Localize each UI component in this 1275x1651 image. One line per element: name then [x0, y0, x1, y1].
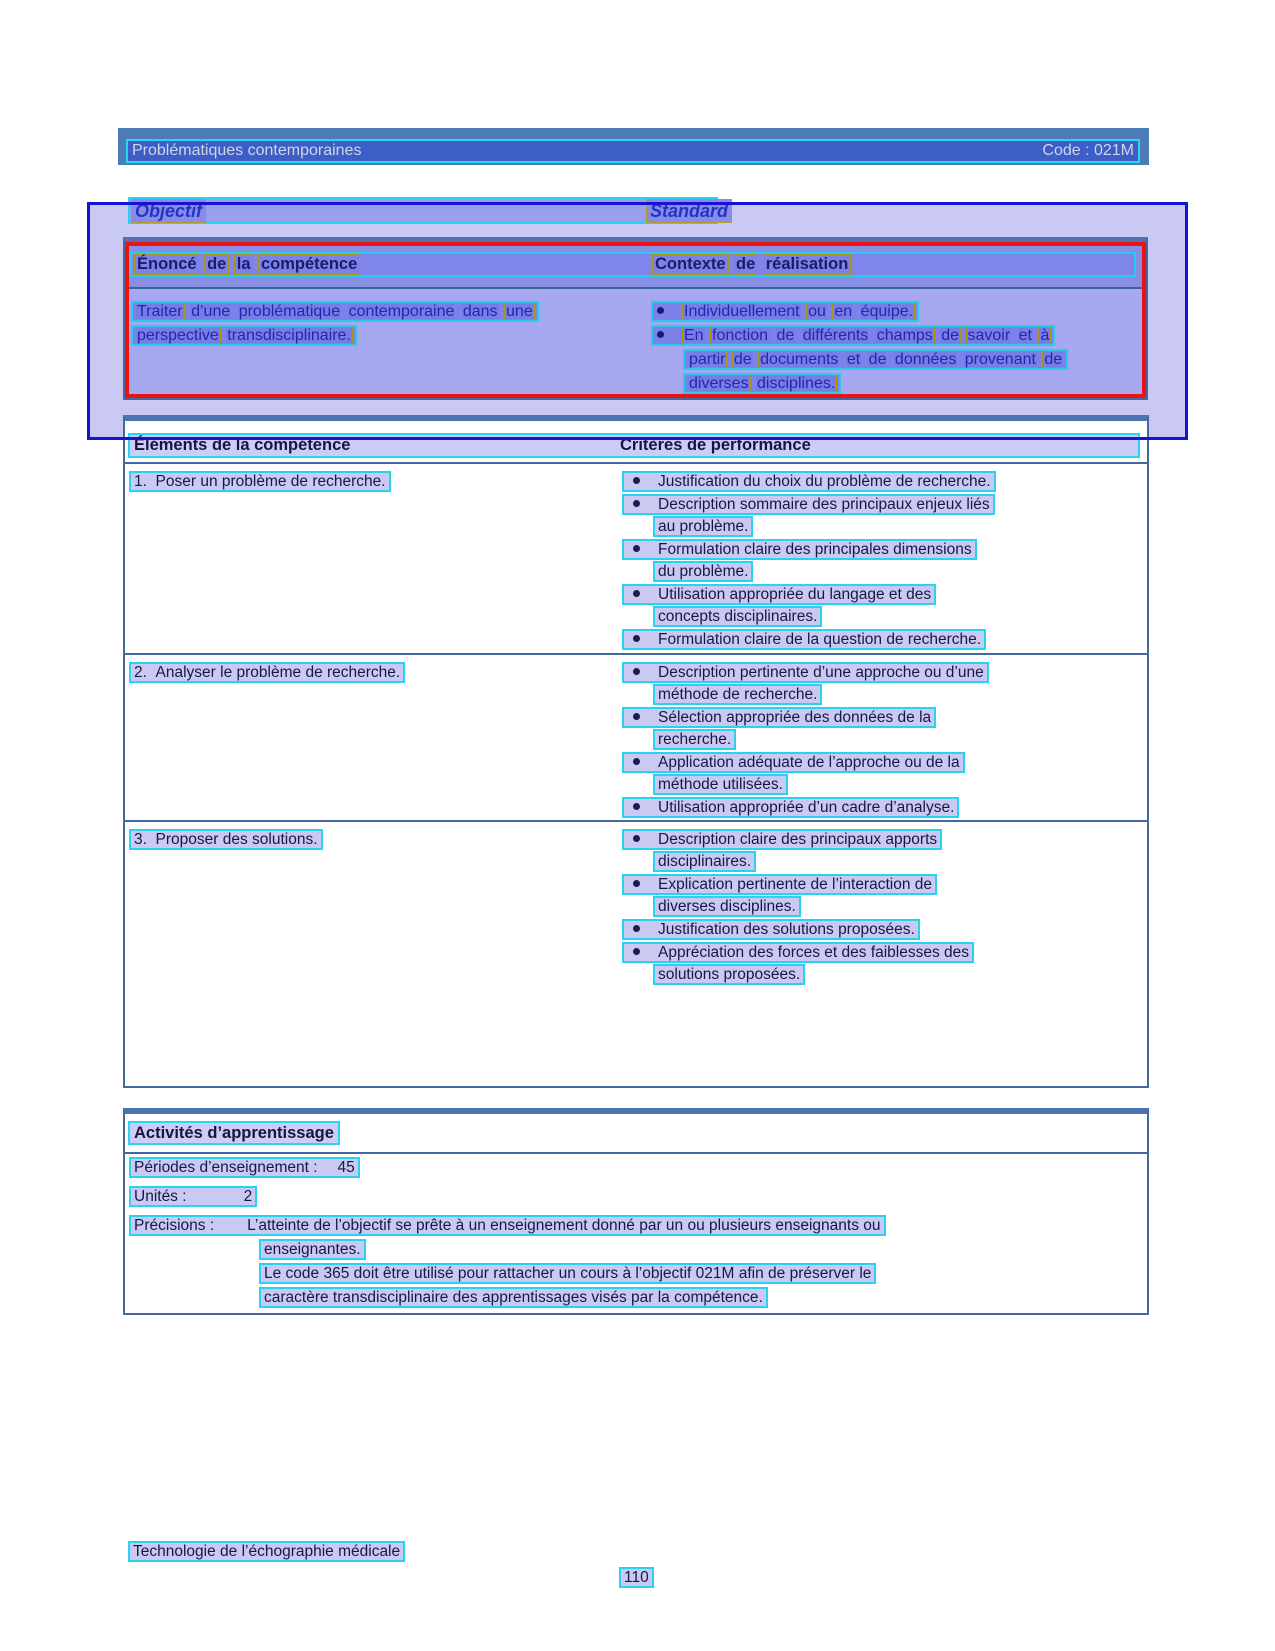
bullet-icon [633, 925, 640, 932]
standard-heading: Standard [646, 199, 732, 223]
bullet-icon [633, 835, 640, 842]
text-line-highlight: solutions proposées. [653, 964, 805, 985]
criteria-bullet-group [622, 797, 1137, 818]
criteria-line [622, 797, 1137, 818]
word-highlight: de [1044, 351, 1063, 368]
bullet-icon [633, 880, 640, 887]
title-bar-highlight [126, 139, 1140, 163]
criteria-line [653, 516, 1137, 537]
text-line-highlight: Justification des solutions proposées. [622, 919, 920, 940]
table-row [125, 464, 1147, 655]
title-bar [118, 128, 1149, 165]
element-label-wrap [129, 471, 391, 492]
word-highlight: différents [802, 327, 869, 344]
criteria-line [653, 561, 1137, 582]
criteria-line [622, 874, 1137, 895]
text-line-highlight [259, 1287, 768, 1308]
activity-label: Précisions : [134, 1217, 215, 1234]
word-highlight: données [894, 351, 957, 368]
text-line-highlight: du problème. [653, 561, 753, 582]
activity-row [129, 1157, 1143, 1178]
word-highlight: contemporaine [348, 303, 455, 320]
elements-criteria-table [123, 415, 1149, 1088]
statement-line [131, 301, 617, 322]
activities-header-row [125, 1114, 1147, 1154]
context-bullet-line [651, 301, 1140, 322]
word-highlight: diverses [689, 375, 749, 392]
activity-row [129, 1215, 1143, 1236]
criteria-line [653, 606, 1137, 627]
header-word-highlight: Contexte [652, 254, 729, 275]
activity-text: enseignantes. [264, 1241, 361, 1258]
table2-header-elements: Éléments de la compétence [134, 436, 351, 454]
criteria-bullet-group [622, 919, 1137, 940]
criteria-line [622, 584, 1137, 605]
text-line-highlight: Sélection appropriée des données de la [622, 707, 936, 728]
header-word-highlight: compétence [258, 254, 360, 275]
text-line-highlight: Utilisation appropriée d’un cadre d’analyse. [622, 797, 959, 818]
bullet-icon [633, 758, 640, 765]
word-highlight: perspective [137, 327, 219, 344]
activity-row [129, 1186, 1143, 1207]
word-highlight: équipe. [860, 303, 914, 320]
table1-header-highlight [130, 252, 1136, 277]
word-highlight: à [1040, 327, 1050, 344]
criteria-bullet-group [622, 539, 1137, 582]
text-line-highlight: Description sommaire des principaux enjeux liés [622, 494, 995, 515]
table1-header-contexte [652, 254, 851, 275]
text-line-highlight [651, 325, 1055, 346]
text-line-highlight [129, 1157, 360, 1178]
criteria-line [622, 662, 1137, 683]
criteria-bullet-group [622, 494, 1137, 537]
element-label: 2. Analyser le problème de recherche. [129, 662, 405, 683]
text-line-highlight: Description pertinente d’une approche ou d’une [622, 662, 989, 683]
word-highlight: provenant [964, 351, 1036, 368]
text-line-highlight [129, 1186, 257, 1207]
text-line-highlight: Application adéquate de l’approche ou de la [622, 752, 965, 773]
bullet-icon [633, 590, 640, 597]
criteria-line [622, 629, 1137, 650]
criteria-line [622, 539, 1137, 560]
context-bullet-line [683, 373, 1140, 394]
table2-header-highlight [128, 433, 1140, 458]
element-label-wrap [129, 829, 323, 850]
activity-text: caractère transdisciplinaire des apprentissages visés par la compétence. [264, 1289, 763, 1306]
word-highlight: Traiter [137, 303, 183, 320]
text-line-highlight: disciplinaires. [653, 851, 756, 872]
criteria-line [653, 851, 1137, 872]
word-highlight: champs [876, 327, 933, 344]
bullet-icon [633, 635, 640, 642]
header-word-highlight: de [204, 254, 229, 275]
table1-body [129, 289, 1142, 394]
element-label: 3. Proposer des solutions. [129, 829, 323, 850]
criteria-column [622, 662, 1137, 820]
text-line-highlight [683, 373, 841, 394]
header-word-highlight: réalisation [763, 254, 852, 275]
word-highlight: en [834, 303, 853, 320]
text-line-highlight: Appréciation des forces et des faiblesses des [622, 942, 974, 963]
activity-value: L’atteinte de l’objectif se prête à un enseignement donné par un ou plusieurs enseignants ou [247, 1217, 881, 1234]
footer-program-name-wrap [128, 1541, 405, 1562]
table-row [125, 655, 1147, 822]
bullet-icon [633, 668, 640, 675]
bullet-icon [657, 331, 664, 338]
text-line-highlight: diverses disciplines. [653, 896, 801, 917]
text-line-highlight: méthode utilisées. [653, 774, 788, 795]
criteria-bullet-group [622, 829, 1137, 872]
word-highlight: d’une [191, 303, 231, 320]
criteria-bullet-group [622, 874, 1137, 917]
criteria-line [622, 707, 1137, 728]
word-highlight: fonction [712, 327, 769, 344]
criteria-column [622, 829, 1137, 987]
competency-statement-column [131, 301, 617, 349]
criteria-bullet-group [622, 662, 1137, 705]
bullet-icon [633, 500, 640, 507]
activity-row [259, 1287, 1143, 1308]
bullet-icon [633, 948, 640, 955]
criteria-bullet-group [622, 942, 1137, 985]
bullet-icon [633, 803, 640, 810]
activities-body [129, 1157, 1143, 1311]
word-highlight: de [776, 327, 795, 344]
activities-header-highlight: Activités d’apprentissage [128, 1121, 340, 1145]
word-highlight: de [733, 351, 752, 368]
word-highlight: et [1018, 327, 1032, 344]
text-line-highlight [259, 1239, 366, 1260]
table-row [125, 822, 1147, 1083]
criteria-line [653, 896, 1137, 917]
table1-header-row [129, 246, 1142, 289]
footer-page-number-wrap [619, 1567, 654, 1588]
criteria-line [622, 494, 1137, 515]
criteria-line [653, 774, 1137, 795]
table2-header-row [125, 421, 1147, 464]
text-line-highlight: au problème. [653, 516, 753, 537]
word-highlight: et [846, 351, 861, 368]
criteria-column [622, 471, 1137, 652]
text-line-highlight: Explication pertinente de l’interaction de [622, 874, 937, 895]
criteria-line [653, 684, 1137, 705]
word-highlight: de [941, 327, 960, 344]
course-code: Code : 021M [1042, 142, 1134, 159]
activity-text: Le code 365 doit être utilisé pour rattacher un cours à l’objectif 021M afin de préserver le [264, 1265, 872, 1282]
criteria-line [622, 752, 1137, 773]
activity-value: 45 [337, 1159, 355, 1176]
word-highlight: dans [462, 303, 498, 320]
criteria-line [622, 471, 1137, 492]
header-word-highlight: de [733, 254, 758, 275]
text-line-highlight: Utilisation appropriée du langage et des [622, 584, 936, 605]
activity-row [259, 1263, 1143, 1284]
criteria-bullet-group [622, 707, 1137, 750]
course-title: Problématiques contemporaines [132, 142, 362, 159]
criteria-line [653, 729, 1137, 750]
criteria-line [622, 919, 1137, 940]
criteria-bullet-group [622, 471, 1137, 492]
red-annotation-border [125, 242, 1146, 398]
learning-activities-table [123, 1108, 1149, 1315]
word-highlight: En [684, 327, 704, 344]
word-highlight: partir [689, 351, 726, 368]
criteria-line [622, 829, 1137, 850]
text-line-highlight: méthode de recherche. [653, 684, 822, 705]
word-highlight: Individuellement [684, 303, 800, 320]
element-label: 1. Poser un problème de recherche. [129, 471, 391, 492]
text-line-highlight [129, 1215, 886, 1236]
criteria-bullet-group [622, 629, 1137, 650]
element-label-wrap [129, 662, 405, 683]
word-highlight: de [868, 351, 887, 368]
word-highlight: une [506, 303, 533, 320]
header-word-highlight: Énoncé [134, 254, 200, 275]
bullet-icon [633, 477, 640, 484]
text-line-highlight [259, 1263, 876, 1284]
criteria-line [622, 942, 1137, 963]
activity-label: Périodes d’enseignement : [134, 1159, 318, 1176]
table2-rows [125, 464, 1147, 1083]
context-bullet-line [683, 349, 1140, 370]
footer-program-name: Technologie de l’échographie médicale [128, 1541, 405, 1562]
criteria-bullet-group [622, 584, 1137, 627]
word-highlight: transdisciplinaire. [227, 327, 351, 344]
page-number: 110 [619, 1567, 654, 1588]
word-highlight: ou [808, 303, 826, 320]
word-highlight: savoir [967, 327, 1011, 344]
header-word-highlight: la [234, 254, 254, 275]
bullet-icon [633, 545, 640, 552]
text-line-highlight [651, 301, 919, 322]
realization-context-column [651, 301, 1140, 397]
text-line-highlight: Formulation claire de la question de recherche. [622, 629, 986, 650]
criteria-bullet-group [622, 752, 1137, 795]
context-bullet-line [651, 325, 1140, 346]
text-line-highlight [131, 325, 357, 346]
bullet-icon [657, 307, 664, 314]
text-line-highlight [131, 301, 539, 322]
text-line-highlight: Description claire des principaux apports [622, 829, 942, 850]
objectif-standard-heading-highlight [128, 197, 729, 224]
competency-statement-table [123, 237, 1148, 400]
table2-header-criteres: Critères de performance [620, 436, 811, 454]
text-line-highlight: Formulation claire des principales dimensions [622, 539, 977, 560]
activity-value: 2 [243, 1188, 253, 1205]
activity-row [259, 1239, 1143, 1260]
activity-label: Unités : [134, 1188, 187, 1205]
table1-header-enonce [134, 256, 360, 273]
objectif-heading: Objectif [131, 199, 206, 223]
criteria-line [653, 964, 1137, 985]
word-highlight: disciplines. [757, 375, 836, 392]
statement-line [131, 325, 617, 346]
text-line-highlight [683, 349, 1068, 370]
text-line-highlight: Justification du choix du problème de recherche. [622, 471, 996, 492]
bullet-icon [633, 713, 640, 720]
text-line-highlight: concepts disciplinaires. [653, 606, 822, 627]
word-highlight: problématique [238, 303, 341, 320]
text-line-highlight: recherche. [653, 729, 736, 750]
word-highlight: documents [760, 351, 839, 368]
